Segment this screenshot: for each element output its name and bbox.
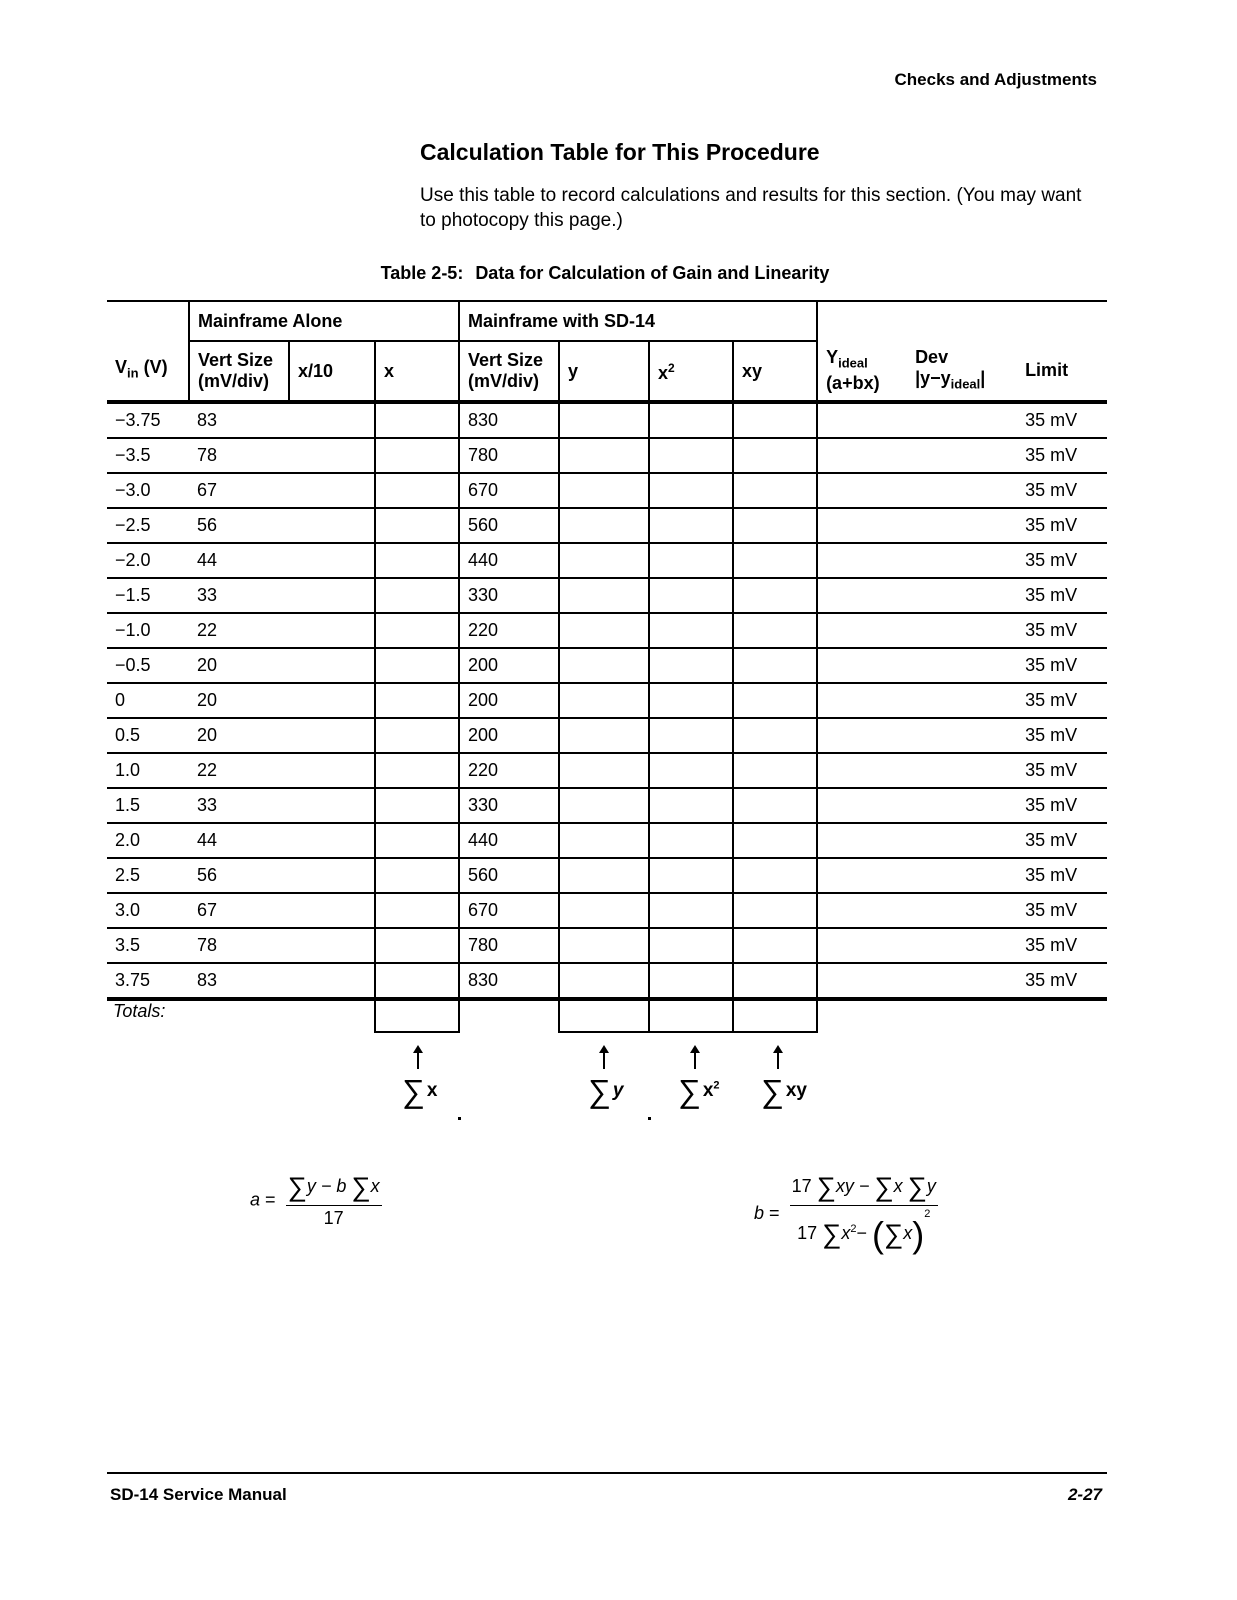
cell-xy[interactable]	[733, 543, 817, 578]
cell-vin: −0.5	[107, 648, 189, 683]
table-row	[107, 543, 1107, 578]
header-vert-size-alone: Vert Size (mV/div)	[189, 341, 289, 402]
cell-x10[interactable]	[289, 508, 375, 543]
cell-vin: 1.5	[107, 788, 189, 823]
header-x: x	[375, 341, 459, 402]
cell-vert-size-sd14: 560	[459, 858, 559, 893]
table-row	[107, 928, 1107, 963]
cell-x10[interactable]	[289, 718, 375, 753]
cell-y[interactable]	[559, 858, 649, 893]
cell-vert-size-sd14: 330	[459, 788, 559, 823]
cell-y-ideal[interactable]	[817, 718, 907, 753]
cell-xy[interactable]	[733, 438, 817, 473]
sigma-icon: ∑	[884, 1219, 904, 1249]
cell-dev[interactable]	[907, 648, 1017, 683]
calculation-table	[107, 300, 1107, 1033]
group-header-mainframe-alone: Mainframe Alone	[189, 301, 459, 341]
cell-y-ideal[interactable]	[817, 508, 907, 543]
cell-vert-size-alone: 78	[189, 438, 289, 473]
cell-x10[interactable]	[289, 473, 375, 508]
cell-x-squared[interactable]	[649, 648, 733, 683]
cell-x[interactable]	[375, 893, 459, 928]
cell-x[interactable]	[375, 963, 459, 999]
cell-vert-size-alone: 44	[189, 823, 289, 858]
group-header-mainframe-with-sd14: Mainframe with SD-14	[459, 301, 817, 341]
cell-vert-size-sd14: 670	[459, 893, 559, 928]
cell-xy[interactable]	[733, 578, 817, 613]
cell-vin: −3.5	[107, 438, 189, 473]
cell-limit: 35 mV	[1017, 823, 1107, 858]
footer-manual-title: SD-14 Service Manual	[110, 1485, 287, 1504]
cell-vert-size-alone: 20	[189, 683, 289, 718]
cell-x[interactable]	[375, 473, 459, 508]
cell-x10[interactable]	[289, 613, 375, 648]
cell-limit: 35 mV	[1017, 683, 1107, 718]
cell-y[interactable]	[559, 438, 649, 473]
cell-y-ideal[interactable]	[817, 823, 907, 858]
cell-x-squared[interactable]	[649, 578, 733, 613]
arrow-up-icon	[411, 1045, 425, 1069]
cell-y-ideal[interactable]	[817, 543, 907, 578]
cell-dev[interactable]	[907, 893, 1017, 928]
table-row	[107, 508, 1107, 543]
sum-x-label: ∑ x	[402, 1073, 438, 1109]
cell-x10[interactable]	[289, 683, 375, 718]
sum-xy-label: ∑ xy	[761, 1073, 807, 1109]
cell-x10[interactable]	[289, 578, 375, 613]
cell-y[interactable]	[559, 648, 649, 683]
cell-vert-size-alone: 44	[189, 543, 289, 578]
cell-dev[interactable]	[907, 928, 1017, 963]
cell-limit: 35 mV	[1017, 788, 1107, 823]
totals-sum-x-box[interactable]	[375, 999, 459, 1032]
arrow-up-icon	[771, 1045, 785, 1069]
cell-xy[interactable]	[733, 508, 817, 543]
cell-limit: 35 mV	[1017, 473, 1107, 508]
cell-vert-size-alone: 67	[189, 893, 289, 928]
cell-vin: 3.75	[107, 963, 189, 999]
cell-x[interactable]	[375, 613, 459, 648]
footer-rule	[107, 1472, 1107, 1474]
cell-vert-size-sd14: 220	[459, 753, 559, 788]
cell-x-squared[interactable]	[649, 508, 733, 543]
dot-mark	[648, 1117, 651, 1120]
cell-y-ideal[interactable]	[817, 648, 907, 683]
cell-vin: −1.5	[107, 578, 189, 613]
arrow-up-icon	[597, 1045, 611, 1069]
formula-b: b = $\frac{17 \sum xy - \sum x \sum y}{17 \sum x^2- (\sum x)^2}$	[754, 1172, 936, 1255]
cell-vert-size-sd14: 440	[459, 823, 559, 858]
cell-vert-size-sd14: 440	[459, 543, 559, 578]
cell-x[interactable]	[375, 402, 459, 438]
cell-x[interactable]	[375, 438, 459, 473]
cell-x[interactable]	[375, 543, 459, 578]
cell-x[interactable]	[375, 718, 459, 753]
cell-vert-size-sd14: 560	[459, 508, 559, 543]
cell-y-ideal[interactable]	[817, 858, 907, 893]
cell-y[interactable]	[559, 963, 649, 999]
cell-y-ideal[interactable]	[817, 683, 907, 718]
totals-sum-y-box[interactable]	[559, 999, 649, 1032]
sigma-icon: ∑	[287, 1172, 307, 1202]
sigma-icon: ∑	[678, 1073, 701, 1109]
cell-y[interactable]	[559, 473, 649, 508]
cell-x10[interactable]	[289, 543, 375, 578]
cell-x[interactable]	[375, 788, 459, 823]
cell-vert-size-sd14: 670	[459, 473, 559, 508]
cell-dev[interactable]	[907, 683, 1017, 718]
cell-dev[interactable]	[907, 788, 1017, 823]
header-dev: Dev $|y-y_{ideal}|$	[907, 341, 1017, 402]
cell-vin: 1.0	[107, 753, 189, 788]
arrow-up-icon	[688, 1045, 702, 1069]
cell-x[interactable]	[375, 858, 459, 893]
cell-xy[interactable]	[733, 893, 817, 928]
totals-sum-xy-box[interactable]	[733, 999, 817, 1032]
table-caption-number: Table 2-5:	[380, 263, 464, 283]
cell-y-ideal[interactable]	[817, 893, 907, 928]
cell-xy[interactable]	[733, 753, 817, 788]
cell-x[interactable]	[375, 928, 459, 963]
cell-x10[interactable]	[289, 963, 375, 999]
cell-y[interactable]	[559, 928, 649, 963]
cell-y[interactable]	[559, 613, 649, 648]
sigma-icon: ∑	[761, 1073, 784, 1109]
cell-y[interactable]	[559, 823, 649, 858]
sigma-icon: ∑	[907, 1172, 927, 1202]
table-row	[107, 788, 1107, 823]
cell-limit: 35 mV	[1017, 578, 1107, 613]
cell-x-squared[interactable]	[649, 928, 733, 963]
cell-dev[interactable]	[907, 613, 1017, 648]
table-caption-title: Data for Calculation of Gain and Linearity	[475, 263, 830, 283]
cell-vert-size-alone: 20	[189, 718, 289, 753]
header-x10: x/10	[289, 341, 375, 402]
cell-vin: 3.0	[107, 893, 189, 928]
cell-dev[interactable]	[907, 543, 1017, 578]
cell-x-squared[interactable]	[649, 893, 733, 928]
cell-y[interactable]	[559, 402, 649, 438]
sigma-icon: ∑	[822, 1219, 842, 1249]
cell-x10[interactable]	[289, 893, 375, 928]
sigma-icon: ∑	[351, 1172, 371, 1202]
group-header-row	[107, 301, 1107, 341]
cell-y-ideal[interactable]	[817, 753, 907, 788]
cell-vert-size-alone: 22	[189, 753, 289, 788]
cell-x10[interactable]	[289, 928, 375, 963]
cell-vin: 0.5	[107, 718, 189, 753]
cell-y-ideal[interactable]	[817, 402, 907, 438]
cell-vert-size-alone: 67	[189, 473, 289, 508]
header-vin: $V_{in}$ (V)	[107, 341, 189, 402]
cell-dev[interactable]	[907, 508, 1017, 543]
cell-dev[interactable]	[907, 718, 1017, 753]
column-header-row	[107, 341, 1107, 402]
cell-x10[interactable]	[289, 402, 375, 438]
cell-vert-size-sd14: 200	[459, 648, 559, 683]
cell-xy[interactable]	[733, 402, 817, 438]
cell-xy[interactable]	[733, 648, 817, 683]
running-head: Checks and Adjustments	[894, 70, 1097, 89]
cell-x-squared[interactable]	[649, 402, 733, 438]
table-row	[107, 858, 1107, 893]
header-x-squared: $x^2$	[649, 341, 733, 402]
table-row	[107, 823, 1107, 858]
cell-vert-size-alone: 78	[189, 928, 289, 963]
cell-xy[interactable]	[733, 473, 817, 508]
cell-vin: −3.75	[107, 402, 189, 438]
cell-x10[interactable]	[289, 648, 375, 683]
header-y: y	[559, 341, 649, 402]
cell-y-ideal[interactable]	[817, 473, 907, 508]
cell-vert-size-sd14: 830	[459, 402, 559, 438]
cell-xy[interactable]	[733, 613, 817, 648]
cell-vin: 0	[107, 683, 189, 718]
cell-x-squared[interactable]	[649, 858, 733, 893]
sigma-icon: ∑	[588, 1073, 611, 1109]
cell-dev[interactable]	[907, 402, 1017, 438]
cell-vin: 3.5	[107, 928, 189, 963]
cell-xy[interactable]	[733, 788, 817, 823]
cell-limit: 35 mV	[1017, 753, 1107, 788]
cell-x-squared[interactable]	[649, 683, 733, 718]
sigma-icon: ∑	[402, 1073, 425, 1109]
cell-dev[interactable]	[907, 753, 1017, 788]
cell-vin: 2.0	[107, 823, 189, 858]
header-vert-size-sd14: Vert Size (mV/div)	[459, 341, 559, 402]
cell-vert-size-sd14: 780	[459, 438, 559, 473]
cell-x[interactable]	[375, 753, 459, 788]
cell-vin: −3.0	[107, 473, 189, 508]
cell-xy[interactable]	[733, 718, 817, 753]
cell-y[interactable]	[559, 753, 649, 788]
header-limit: Limit	[1017, 341, 1107, 402]
cell-y[interactable]	[559, 893, 649, 928]
cell-xy[interactable]	[733, 928, 817, 963]
table-row	[107, 718, 1107, 753]
cell-xy[interactable]	[733, 963, 817, 999]
totals-row	[107, 999, 1107, 1032]
sigma-icon: ∑	[874, 1172, 894, 1202]
cell-y[interactable]	[559, 718, 649, 753]
cell-limit: 35 mV	[1017, 613, 1107, 648]
cell-vin: −1.0	[107, 613, 189, 648]
cell-y[interactable]	[559, 578, 649, 613]
cell-x10[interactable]	[289, 788, 375, 823]
table-row	[107, 578, 1107, 613]
cell-limit: 35 mV	[1017, 508, 1107, 543]
cell-y-ideal[interactable]	[817, 438, 907, 473]
cell-limit: 35 mV	[1017, 858, 1107, 893]
cell-xy[interactable]	[733, 823, 817, 858]
cell-x-squared[interactable]	[649, 963, 733, 999]
cell-y-ideal[interactable]	[817, 928, 907, 963]
cell-vert-size-alone: 33	[189, 788, 289, 823]
footer-page-number: 2-27	[1067, 1485, 1102, 1504]
cell-vert-size-sd14: 780	[459, 928, 559, 963]
cell-limit: 35 mV	[1017, 402, 1107, 438]
cell-dev[interactable]	[907, 578, 1017, 613]
cell-x10[interactable]	[289, 823, 375, 858]
cell-vin: −2.5	[107, 508, 189, 543]
cell-x-squared[interactable]	[649, 473, 733, 508]
cell-vert-size-alone: 56	[189, 508, 289, 543]
cell-dev[interactable]	[907, 963, 1017, 999]
cell-x-squared[interactable]	[649, 718, 733, 753]
table-row	[107, 473, 1107, 508]
cell-x10[interactable]	[289, 753, 375, 788]
cell-vert-size-alone: 83	[189, 402, 289, 438]
cell-vert-size-sd14: 830	[459, 963, 559, 999]
cell-x-squared[interactable]	[649, 823, 733, 858]
cell-x[interactable]	[375, 648, 459, 683]
cell-y-ideal[interactable]	[817, 963, 907, 999]
table-caption	[0, 263, 1210, 284]
cell-vert-size-alone: 33	[189, 578, 289, 613]
table-row	[107, 753, 1107, 788]
cell-xy[interactable]	[733, 858, 817, 893]
cell-x10[interactable]	[289, 438, 375, 473]
cell-dev[interactable]	[907, 438, 1017, 473]
cell-vin: 2.5	[107, 858, 189, 893]
cell-y-ideal[interactable]	[817, 788, 907, 823]
cell-dev[interactable]	[907, 858, 1017, 893]
cell-dev[interactable]	[907, 823, 1017, 858]
formula-a: a = $\frac{\sum y - b \sum x}{17}$	[250, 1172, 380, 1228]
table-row	[107, 893, 1107, 928]
cell-vert-size-alone: 22	[189, 613, 289, 648]
table-row	[107, 683, 1107, 718]
cell-x[interactable]	[375, 578, 459, 613]
cell-vert-size-alone: 83	[189, 963, 289, 999]
cell-y[interactable]	[559, 543, 649, 578]
cell-y[interactable]	[559, 683, 649, 718]
cell-vin: −2.0	[107, 543, 189, 578]
cell-x-squared[interactable]	[649, 543, 733, 578]
cell-y[interactable]	[559, 788, 649, 823]
cell-vert-size-sd14: 220	[459, 613, 559, 648]
sum-x2-label: ∑ $x^2$	[678, 1073, 720, 1109]
cell-x10[interactable]	[289, 858, 375, 893]
cell-xy[interactable]	[733, 683, 817, 718]
intro-paragraph: Use this table to record calculations and results for this section. (You may want to photocopy this page.)	[420, 185, 1082, 231]
cell-x[interactable]	[375, 508, 459, 543]
cell-x[interactable]	[375, 823, 459, 858]
cell-limit: 35 mV	[1017, 963, 1107, 999]
totals-sum-x2-box[interactable]	[649, 999, 733, 1032]
cell-y[interactable]	[559, 508, 649, 543]
cell-vert-size-sd14: 200	[459, 718, 559, 753]
cell-x-squared[interactable]	[649, 788, 733, 823]
cell-limit: 35 mV	[1017, 893, 1107, 928]
cell-x-squared[interactable]	[649, 753, 733, 788]
table-row	[107, 402, 1107, 438]
cell-x[interactable]	[375, 683, 459, 718]
cell-limit: 35 mV	[1017, 438, 1107, 473]
cell-vert-size-sd14: 200	[459, 683, 559, 718]
table-row	[107, 438, 1107, 473]
header-xy: xy	[733, 341, 817, 402]
section-title: Calculation Table for This Procedure	[420, 139, 820, 165]
cell-vert-size-alone: 20	[189, 648, 289, 683]
header-y-ideal: $Y_{ideal}$ (a+bx)	[817, 341, 907, 402]
totals-label: Totals:	[113, 1001, 166, 1021]
sum-y-label: ∑ y	[588, 1073, 624, 1109]
table-row	[107, 963, 1107, 999]
cell-dev[interactable]	[907, 473, 1017, 508]
cell-limit: 35 mV	[1017, 718, 1107, 753]
cell-y-ideal[interactable]	[817, 578, 907, 613]
cell-limit: 35 mV	[1017, 928, 1107, 963]
cell-y-ideal[interactable]	[817, 613, 907, 648]
cell-x-squared[interactable]	[649, 438, 733, 473]
table-row	[107, 613, 1107, 648]
cell-x-squared[interactable]	[649, 613, 733, 648]
cell-vert-size-alone: 56	[189, 858, 289, 893]
sigma-icon: ∑	[816, 1172, 836, 1202]
cell-limit: 35 mV	[1017, 648, 1107, 683]
dot-mark	[458, 1117, 461, 1120]
table-row	[107, 648, 1107, 683]
cell-vert-size-sd14: 330	[459, 578, 559, 613]
cell-limit: 35 mV	[1017, 543, 1107, 578]
